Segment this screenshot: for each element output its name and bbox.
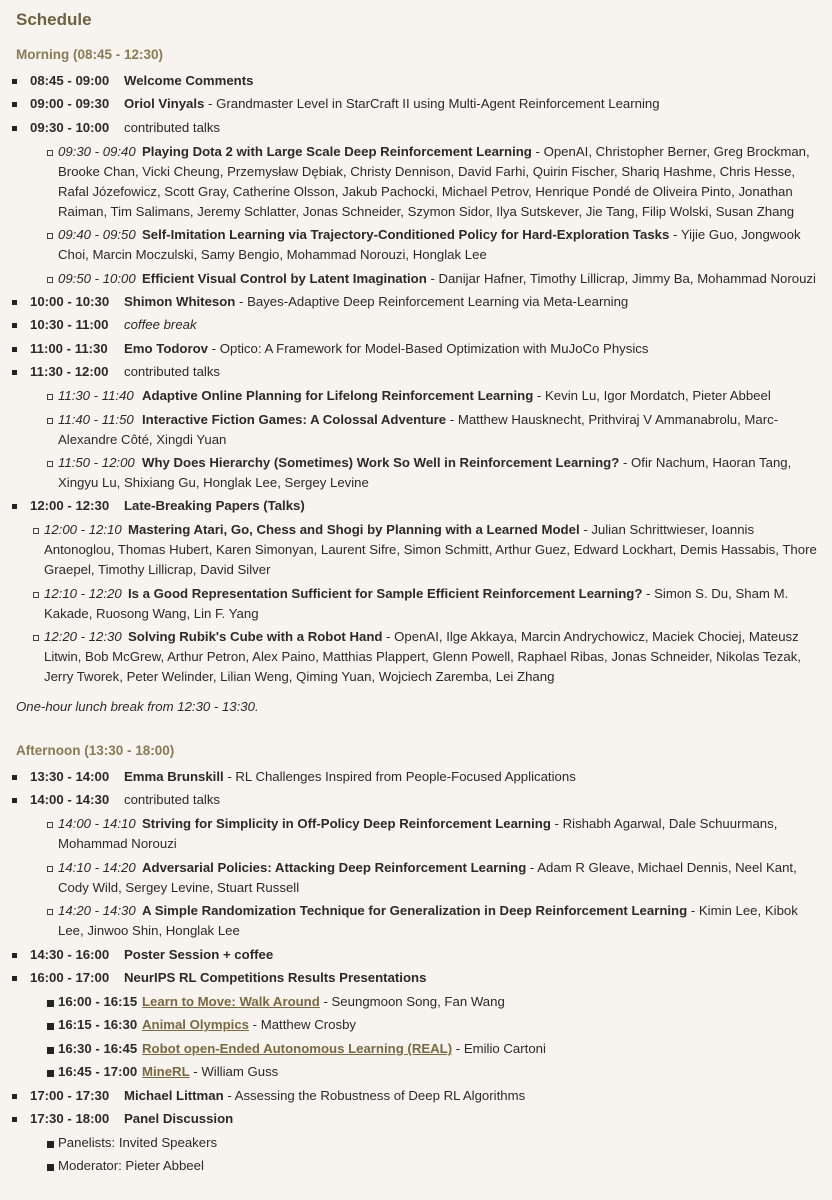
schedule-item [16, 968, 820, 1082]
item-talk: - Optico: A Framework for Model-Based Optimization with MuJoCo Physics [208, 340, 649, 356]
talk-time: 11:40 - 11:50 [58, 411, 134, 427]
talk-title: Mastering Atari, Go, Chess and Shogi by Planning with a Learned Model [128, 522, 580, 538]
competition-authors: - Matthew Crosby [249, 1017, 357, 1033]
item-time: 17:30 - 18:00 [30, 1110, 110, 1126]
item-time: 11:30 - 12:00 [30, 364, 109, 380]
talk-time: 14:10 - 14:20 [58, 859, 136, 875]
talk-item [30, 410, 820, 450]
item-time: 09:30 - 10:00 [30, 119, 110, 135]
panelists: Panelists: Invited Speakers [58, 1134, 218, 1150]
talk-authors: - Danijar Hafner, Timothy Lillicrap, Jimmy Ba, Mohammad Norouzi [426, 270, 816, 286]
talk-item [30, 814, 820, 854]
talk-title: Adaptive Online Planning for Lifelong Reinforcement Learning [142, 388, 534, 404]
talk-item [30, 584, 820, 624]
talk-title: Playing Dota 2 with Large Scale Deep Reinforcement Learning [142, 143, 532, 159]
item-time: 10:30 - 11:00 [30, 317, 109, 333]
competition-time: 16:30 - 16:45 [58, 1040, 138, 1056]
talk-authors: - Kevin Lu, Igor Mordatch, Pieter Abbeel [533, 388, 771, 404]
competition-link[interactable]: Animal Olympics [142, 1017, 250, 1033]
talk-item [30, 627, 820, 687]
panel-item [30, 1156, 820, 1176]
item-label: contributed talks [124, 792, 221, 808]
talk-time: 09:30 - 09:40 [58, 143, 136, 159]
competition-time: 16:45 - 17:00 [58, 1064, 138, 1080]
item-talk: - Bayes-Adaptive Deep Reinforcement Learning via Meta-Learning [235, 293, 629, 309]
schedule-item [16, 315, 820, 335]
talk-authors: - Yijie Guo, Jongwook Choi, Marcin Moczulski, Samy Bengio, Mohammad Norouzi, Honglak Lee [58, 227, 801, 263]
talk-time: 09:40 - 09:50 [58, 227, 136, 243]
talk-item [30, 453, 820, 493]
schedule-item [16, 790, 820, 941]
item-time: 09:00 - 09:30 [30, 96, 110, 112]
talk-item [30, 901, 820, 941]
talk-title: A Simple Randomization Technique for Generalization in Deep Reinforcement Learning [142, 903, 688, 919]
morning-schedule-list [16, 71, 820, 687]
talk-time: 09:50 - 10:00 [58, 270, 136, 286]
page-title: Schedule [16, 10, 92, 29]
afternoon-schedule-list [16, 767, 820, 1176]
talk-authors: - OpenAI, Ilge Akkaya, Marcin Andrychowicz, Maciek Chociej, Mateusz Litwin, Bob McGrew, Arthur Petron, Alex Paino, Matthias Plappert, Glenn Powell, Raphael Ribas, Jonas Schneider, Nikolas Tezak, Jerry Tworek, Peter Welinder, Lilian Weng, Qiming Yuan, Wojciech Zaremba, Lei Zhang [44, 629, 801, 685]
competitions-list [30, 992, 820, 1082]
item-title: Poster Session + coffee [124, 946, 274, 962]
talk-authors: - Matthew Hausknecht, Prithviraj V Ammanabrolu, Marc-Alexandre Côté, Xingdi Yuan [58, 411, 779, 447]
item-speaker: Emma Brunskill [124, 769, 224, 785]
contributed-talks-list [30, 142, 820, 289]
item-time: 14:00 - 14:30 [30, 792, 110, 808]
item-title: Welcome Comments [124, 73, 254, 88]
talk-item [30, 386, 820, 406]
item-speaker: Michael Littman [124, 1087, 224, 1103]
talk-title: Striving for Simplicity in Off-Policy Deep Reinforcement Learning [142, 816, 551, 832]
item-time: 10:00 - 10:30 [30, 293, 110, 309]
competition-authors: - Seungmoon Song, Fan Wang [319, 994, 505, 1010]
talk-title: Self-Imitation Learning via Trajectory-Conditioned Policy for Hard-Exploration Tasks [142, 227, 670, 243]
item-time: 16:00 - 17:00 [30, 970, 110, 986]
schedule-item [16, 71, 820, 91]
talk-title: Solving Rubik's Cube with a Robot Hand [128, 629, 383, 645]
item-time: 17:00 - 17:30 [30, 1087, 110, 1103]
item-title: Panel Discussion [124, 1110, 234, 1126]
talk-time: 14:20 - 14:30 [58, 903, 136, 919]
schedule-item [16, 1109, 820, 1176]
talk-item [30, 858, 820, 898]
item-label: contributed talks [124, 364, 221, 380]
talk-authors: - Julian Schrittwieser, Ioannis Antonoglou, Thomas Hubert, Karen Simonyan, Laurent Sifre, Simon Schmitt, Arthur Guez, Edward Lockhart, Demis Hassabis, Thore Graepel, Timothy Lillicrap, David Silver [44, 522, 817, 578]
competition-item [30, 1039, 820, 1059]
talk-item [30, 520, 820, 580]
talk-time: 12:20 - 12:30 [44, 629, 122, 645]
morning-section-title: Morning (08:45 - 12:30) [16, 47, 164, 62]
competition-item [30, 1062, 820, 1082]
item-title: NeurIPS RL Competitions Results Presentations [124, 970, 427, 986]
competition-time: 16:15 - 16:30 [58, 1017, 138, 1033]
late-breaking-list [30, 520, 820, 687]
talk-authors: - Adam R Gleave, Michael Dennis, Neel Kant, Cody Wild, Sergey Levine, Stuart Russell [58, 859, 797, 895]
moderator: Moderator: Pieter Abbeel [58, 1158, 204, 1174]
schedule-item [16, 94, 820, 114]
afternoon-section-title: Afternoon (13:30 - 18:00) [16, 743, 175, 759]
talk-title: Is a Good Representation Sufficient for Sample Efficient Reinforcement Learning? [128, 585, 643, 601]
talk-authors: - Kimin Lee, Kibok Lee, Jinwoo Shin, Honglak Lee [58, 903, 798, 939]
schedule-item [16, 362, 820, 493]
item-time: 13:30 - 14:00 [30, 769, 110, 785]
talk-authors: - Rishabh Agarwal, Dale Schuurmans, Mohammad Norouzi [58, 816, 778, 852]
schedule-item [16, 945, 820, 965]
item-speaker: Oriol Vinyals [124, 96, 205, 112]
talk-time: 12:00 - 12:10 [44, 522, 122, 538]
item-talk: - Grandmaster Level in StarCraft II using Multi-Agent Reinforcement Learning [204, 96, 660, 112]
panel-item [30, 1133, 820, 1153]
talk-authors: - Simon S. Du, Sham M. Kakade, Ruosong Wang, Lin F. Yang [44, 585, 789, 621]
competition-link[interactable]: Robot open-Ended Autonomous Learning (REAL) [142, 1040, 453, 1056]
talk-item [30, 142, 820, 222]
competition-link[interactable]: MineRL [142, 1064, 190, 1080]
talk-time: 12:10 - 12:20 [44, 585, 122, 601]
competition-authors: - Emilio Cartoni [452, 1040, 546, 1056]
competition-authors: - William Guss [189, 1064, 279, 1080]
contributed-talks-list [30, 386, 820, 493]
item-time: 08:45 - 09:00 [30, 73, 110, 88]
talk-title: Efficient Visual Control by Latent Imagination [142, 270, 427, 286]
item-title: Late-Breaking Papers (Talks) [124, 498, 305, 514]
item-note: coffee break [124, 317, 197, 333]
item-time: 14:30 - 16:00 [30, 946, 110, 962]
item-time: 12:00 - 12:30 [30, 498, 110, 514]
competition-item [30, 1015, 820, 1035]
schedule-item [16, 339, 820, 359]
talk-authors: - Ofir Nachum, Haoran Tang, Xingyu Lu, Shixiang Gu, Honglak Lee, Sergey Levine [58, 454, 792, 490]
competition-link[interactable]: Learn to Move: Walk Around [142, 994, 320, 1010]
schedule-item [16, 767, 820, 787]
panel-list [30, 1133, 820, 1176]
schedule-item [16, 118, 820, 289]
talk-item [30, 269, 820, 289]
schedule-item [16, 1086, 820, 1106]
competition-item [30, 992, 820, 1012]
talk-title: Why Does Hierarchy (Sometimes) Work So Well in Reinforcement Learning? [142, 454, 620, 470]
talk-title: Adversarial Policies: Attacking Deep Reinforcement Learning [142, 859, 527, 875]
talk-time: 14:00 - 14:10 [58, 816, 136, 832]
talk-authors: - OpenAI, Christopher Berner, Greg Brockman, Brooke Chan, Vicki Cheung, Przemysław Dębiak, Christy Dennison, David Farhi, Quirin Fischer, Shariq Hashme, Chris Hesse, Rafal Józefowicz, Scott Gray, Catherine Olsson, Jakub Pachocki, Michael Petrov, Henrique Pondé de Oliveira Pinto, Jonathan Raiman, Tim Salimans, Jeremy Schlatter, Jonas Schneider, Szymon Sidor, Ilya Sutskever, Jie Tang, Filip Wolski, Susan Zhang [58, 143, 810, 219]
contributed-talks-list [30, 814, 820, 941]
item-speaker: Emo Todorov [124, 340, 209, 356]
competition-time: 16:00 - 16:15 [58, 994, 138, 1010]
talk-item [30, 225, 820, 265]
item-speaker: Shimon Whiteson [124, 293, 236, 309]
item-label: contributed talks [124, 119, 221, 135]
schedule-item [16, 292, 820, 312]
schedule-item [16, 496, 820, 687]
talk-title: Interactive Fiction Games: A Colossal Adventure [142, 411, 447, 427]
item-talk: - RL Challenges Inspired from People-Focused Applications [223, 769, 576, 785]
item-talk: - Assessing the Robustness of Deep RL Algorithms [223, 1087, 526, 1103]
talk-time: 11:30 - 11:40 [58, 388, 134, 404]
talk-time: 11:50 - 12:00 [58, 454, 135, 470]
lunch-note: One-hour lunch break from 12:30 - 13:30. [16, 699, 259, 715]
item-time: 11:00 - 11:30 [30, 340, 108, 356]
